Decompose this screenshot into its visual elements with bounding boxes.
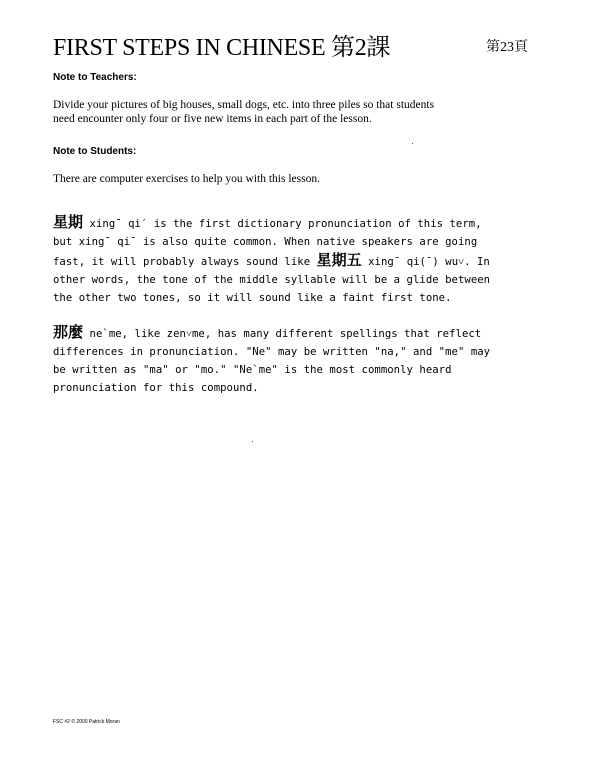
students-note-heading: Note to Students: xyxy=(53,146,137,157)
paragraph-line xyxy=(53,343,553,361)
line-text: xing¯ qi′ is the first dictionary pronunciation of this term, xyxy=(83,218,482,230)
line-text: differences in pronunciation. "Ne" may be written "na," and "me" may xyxy=(53,346,491,358)
line-text: xing¯ qi(¯) wu˅. In xyxy=(361,256,490,268)
paragraph-line xyxy=(53,271,553,289)
paragraph-neme xyxy=(53,323,553,397)
students-note-text: There are computer exercises to help you with this lesson. xyxy=(53,173,320,185)
teachers-note-heading: Note to Teachers: xyxy=(53,72,137,83)
line-text: pronunciation for this compound. xyxy=(53,382,259,394)
scan-speck xyxy=(412,143,413,144)
teachers-note-text xyxy=(53,99,523,126)
line-text: ne`me, like zen˅me, has many different spellings that reflect xyxy=(83,328,482,340)
line-text: fast, it will probably always sound like xyxy=(53,256,317,268)
paragraph-line xyxy=(53,323,553,343)
teachers-note-line: need encounter only four or five new items in each part of the lesson. xyxy=(53,112,372,125)
paragraph-line xyxy=(53,251,553,271)
chinese-term: 星期五 xyxy=(316,251,362,269)
line-text: but xing¯ qi¯ is also quite common. When native speakers are going xyxy=(53,236,478,248)
paragraph-line xyxy=(53,379,553,397)
line-text: be written as "ma" or "mo." "Ne`me" is the most commonly heard xyxy=(53,364,452,376)
paragraph-line xyxy=(53,213,553,233)
line-text: the other two tones, so it will sound like a faint first tone. xyxy=(53,292,452,304)
paragraph-line xyxy=(53,361,553,379)
copyright-footer: FSC #2 © 2000 Patrick Moran xyxy=(53,719,120,725)
paragraph-line xyxy=(53,289,553,307)
line-text: other words, the tone of the middle syllable will be a glide between xyxy=(53,274,491,286)
chinese-term: 那麼 xyxy=(53,323,84,341)
scan-speck xyxy=(252,441,253,442)
paragraph-xingqi xyxy=(53,213,553,307)
page-title: FIRST STEPS IN CHINESE 第2課 xyxy=(53,35,391,61)
chinese-term: 星期 xyxy=(53,213,84,231)
paragraph-line xyxy=(53,233,553,251)
page-number: 第23頁 xyxy=(486,40,528,55)
teachers-note-line: Divide your pictures of big houses, small dogs, etc. into three piles so that students xyxy=(53,99,435,111)
